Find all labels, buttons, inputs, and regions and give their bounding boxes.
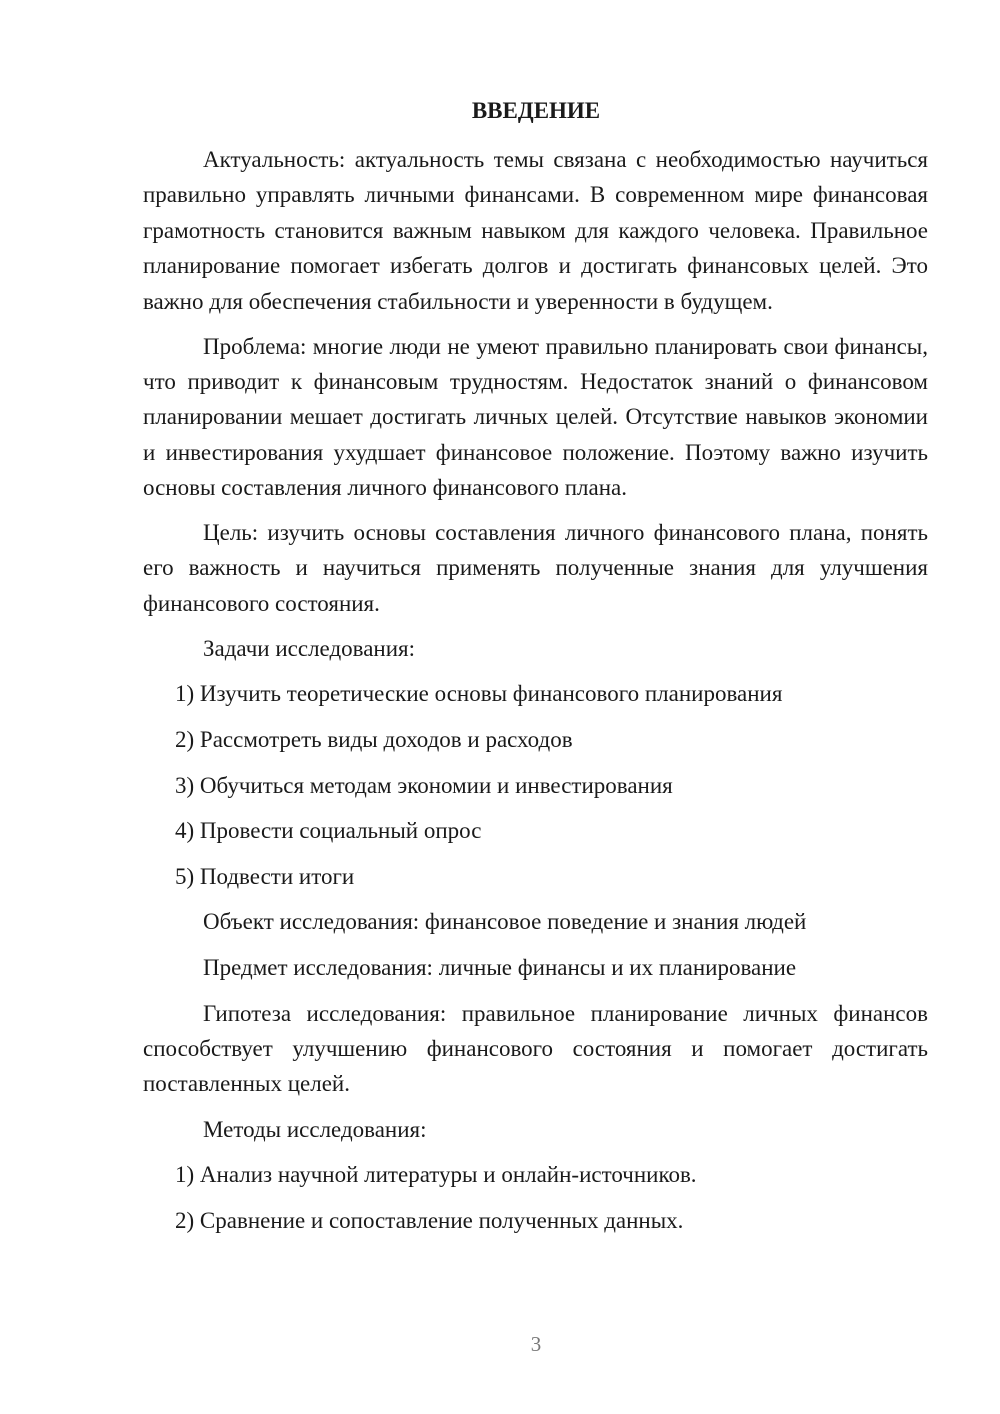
relevance-paragraph: Актуальность: актуальность темы связана с необходимостью научиться правильно управлять личными финансами. В современном мире финансовая грамотность становится важным навыком для каждого человека. Правильное планирование помогает избегать долгов и достигать финансовых целей. Это важно для обеспечения стабильности и уверенности в будущем. <box>143 147 928 314</box>
hypothesis-paragraph: Гипотеза исследования: правильное планирование личных финансов способствует улучшению финансового состояния и помогает достигать поставленных целей. <box>143 1000 928 1097</box>
task-item: 1) Изучить теоретические основы финансового планирования <box>175 681 783 707</box>
method-item: 2) Сравнение и сопоставление полученных данных. <box>175 1207 684 1233</box>
page-number: 3 <box>530 1332 542 1356</box>
section-title: ВВЕДЕНИЕ <box>471 98 601 123</box>
goal-paragraph: Цель: изучить основы составления личного финансового плана, понять его важность и научиться применять полученные знания для улучшения финансового состояния. <box>143 520 928 616</box>
tasks-heading: Задачи исследования: <box>203 635 416 661</box>
task-item: 3) Обучиться методам экономии и инвестирования <box>175 772 673 798</box>
task-item: 4) Провести социальный опрос <box>175 818 482 844</box>
document-body <box>143 142 928 1249</box>
task-item: 2) Рассмотреть виды доходов и расходов <box>175 726 573 752</box>
task-item: 5) Подвести итоги <box>175 863 355 889</box>
research-subject: Предмет исследования: личные финансы и их планирование <box>203 954 797 980</box>
methods-heading: Методы исследования: <box>203 1116 427 1142</box>
research-object: Объект исследования: финансовое поведение и знания людей <box>203 909 807 935</box>
method-item: 1) Анализ научной литературы и онлайн-источников. <box>175 1162 697 1188</box>
problem-paragraph: Проблема: многие люди не умеют правильно планировать свои финансы, что приводит к финансовым трудностям. Недостаток знаний о финансовом планировании мешает достигать личных целей. Отсутствие навыков экономии и инвестирования ухудшает финансовое положение. Поэтому важно изучить основы составления личного финансового плана. <box>143 333 928 501</box>
